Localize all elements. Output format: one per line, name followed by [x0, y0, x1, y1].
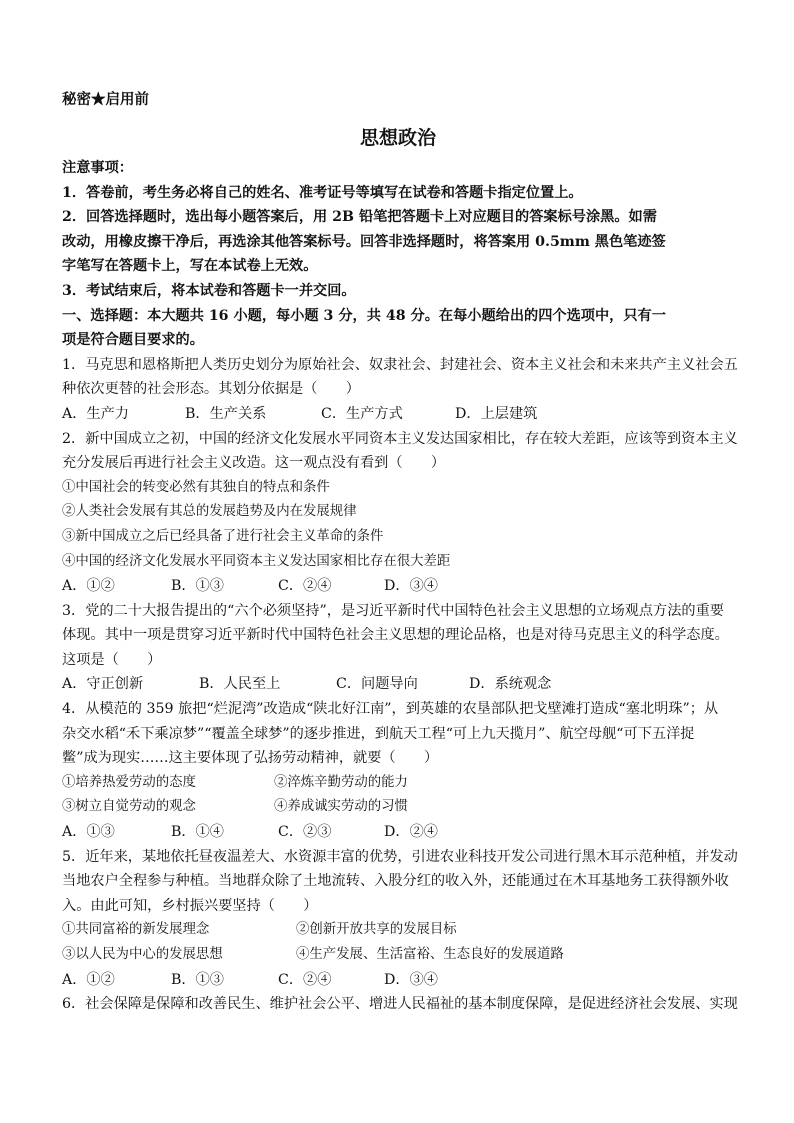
notice-heading: 注意事项： — [62, 160, 133, 176]
question-1-stem: 种依次更替的社会形态。其划分依据是（ ） — [62, 381, 360, 398]
option-d: D．上层建筑 — [455, 405, 538, 422]
option-a: A．①② — [62, 578, 115, 595]
question-4-items — [62, 771, 734, 796]
option-a: A．①③ — [62, 824, 115, 841]
statement-2: ②淬炼辛勤劳动的能力 — [274, 774, 408, 790]
option-c: C．生产方式 — [321, 405, 403, 422]
option-c: C．问题导向 — [336, 676, 418, 693]
question-5-items — [62, 918, 734, 943]
page-title: 思想政治 — [359, 127, 436, 149]
option-a: A．守正创新 — [62, 676, 144, 693]
option-d: D．系统观念 — [469, 676, 552, 693]
option-c: C．②③ — [278, 824, 332, 841]
statement-3: ③以人民为中心的发展思想 — [62, 947, 223, 962]
option-b: B．①③ — [171, 578, 224, 595]
notice-item: 字笔写在答题卡上，写在本试卷上无效。 — [62, 258, 318, 275]
statement-4: ④养成诚实劳动的习惯 — [274, 799, 408, 815]
option-b: B．人民至上 — [199, 676, 281, 693]
question-3-options — [62, 672, 734, 697]
notice-item: 2．回答选择题时，选出每小题答案后，用 2B 铅笔把答题卡上对应题目的答案标号涂黑。如需 — [62, 209, 657, 226]
question-1-options — [62, 402, 734, 427]
question-4-items — [62, 795, 734, 820]
question-5-stem: 当地农户全程参与种植。当地群众除了土地流转、入股分红的收入外，还能通过在木耳基地务工获得额外收 — [62, 873, 729, 890]
question-1-stem: 1．马克思和恩格斯把人类历史划分为原始社会、奴隶社会、封建社会、资本主义社会和未来共产主义社会五 — [62, 356, 738, 373]
question-2-item: ③新中国成立之后已经具备了进行社会主义革命的条件 — [62, 528, 384, 544]
notice-item: 1．答卷前，考生务必将自己的姓名、准考证号等填写在试卷和答题卡指定位置上。 — [62, 184, 583, 201]
statement-1: ①共同富裕的新发展理念 — [62, 922, 210, 938]
question-5-stem: 入。由此可知，乡村振兴要坚持（ ） — [62, 897, 318, 914]
question-4-options — [62, 820, 734, 845]
question-2-item: ④中国的经济文化发展水平同资本主义发达国家相比存在很大差距 — [62, 553, 451, 569]
question-5-stem: 5．近年来，某地依托昼夜温差大、水资源丰富的优势，引进农业科技开发公司进行黑木耳示范种植，并发动 — [62, 848, 738, 865]
section-heading: 项是符合题目要求的。 — [62, 332, 204, 349]
option-c: C．②④ — [278, 971, 332, 988]
question-2-stem: 2．新中国成立之初，中国的经济文化发展水平同资本主义发达国家相比，存在较大差距，应该等到资本主义 — [62, 430, 738, 447]
question-3-stem: 这项是（ ） — [62, 651, 162, 668]
question-4-stem: 鳖”成为现实……这主要体现了弘扬劳动精神，就要（ ） — [62, 750, 439, 767]
option-b: B．①③ — [171, 971, 224, 988]
statement-1: ①培养热爱劳动的态度 — [62, 774, 196, 790]
notice-item: 3．考试结束后，将本试卷和答题卡一并交回。 — [62, 282, 356, 299]
option-b: B．①④ — [171, 824, 224, 841]
option-d: D．③④ — [384, 578, 438, 595]
question-2-item: ①中国社会的转变必然有其独自的特点和条件 — [62, 479, 330, 495]
notice-item: 改动，用橡皮擦干净后，再选涂其他答案标号。回答非选择题时，将答案用 0.5mm 黑色笔迹签 — [62, 233, 666, 250]
question-2-options — [62, 574, 734, 599]
exam-page — [62, 88, 738, 1017]
statement-4: ④生产发展、生活富裕、生态良好的发展道路 — [296, 947, 564, 962]
option-b: B．生产关系 — [185, 405, 267, 422]
question-2-item: ②人类社会发展有其总的发展趋势及内在发展规律 — [62, 504, 357, 520]
confidential-label: 秘密★启用前 — [62, 91, 149, 108]
question-4-stem: 4．从模范的 359 旅把“烂泥湾”改造成“陕北好江南”，到英雄的农垦部队把戈壁滩打造成“塞北明珠”；从 — [62, 701, 719, 718]
statement-3: ③树立自觉劳动的观念 — [62, 799, 196, 815]
question-4-stem: 杂交水稻“禾下乘凉梦”“覆盖全球梦”的逐步推进，到航天工程“可上九天揽月”、航空母舰“可下五洋捉 — [62, 725, 695, 742]
option-d: D．②④ — [384, 824, 438, 841]
question-6-stem: 6．社会保障是保障和改善民生、维护社会公平、增进人民福祉的基本制度保障，是促进经济社会发展、实现 — [62, 996, 738, 1013]
option-a: A．生产力 — [62, 405, 129, 422]
question-5-options — [62, 968, 734, 993]
option-a: A．①② — [62, 971, 115, 988]
statement-2: ②创新开放共享的发展目标 — [296, 922, 457, 938]
option-c: C．②④ — [278, 578, 332, 595]
question-3-stem: 体现。其中一项是贯穿习近平新时代中国特色社会主义思想的理论品格，也是对待马克思主义的科学态度。 — [62, 627, 729, 644]
question-3-stem: 3．党的二十大报告提出的“六个必须坚持”，是习近平新时代中国特色社会主义思想的立场观点方法的重要 — [62, 602, 724, 619]
option-d: D．③④ — [384, 971, 438, 988]
question-5-items — [62, 943, 734, 968]
question-2-stem: 充分发展后再进行社会主义改造。这一观点没有看到（ ） — [62, 455, 446, 472]
section-heading: 一、选择题：本大题共 16 小题，每小题 3 分，共 48 分。在每小题给出的四个选项中，只有一 — [62, 307, 666, 324]
